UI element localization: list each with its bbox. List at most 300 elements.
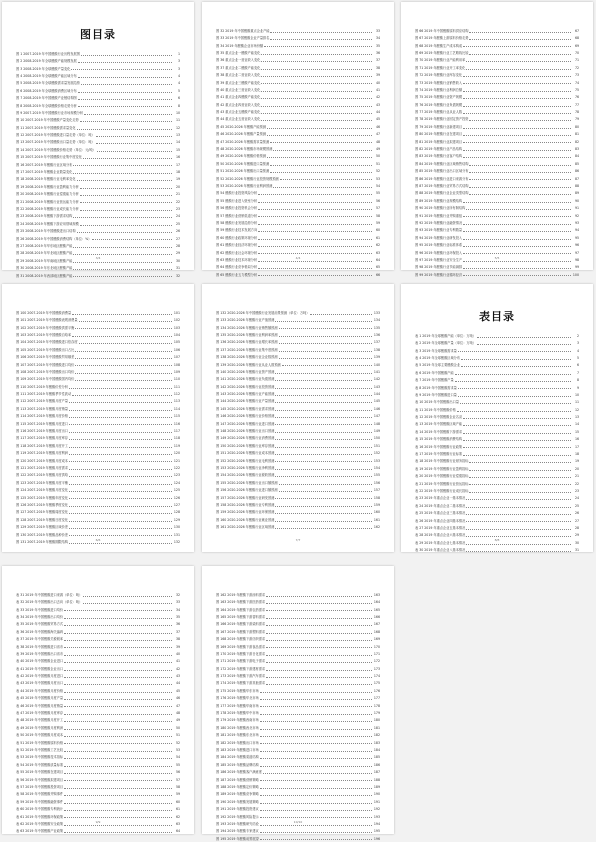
toc-entry[interactable] [216, 827, 380, 834]
toc-entry[interactable] [216, 597, 380, 604]
document-page[interactable] [202, 284, 394, 552]
toc-entry[interactable] [216, 33, 380, 40]
toc-entry[interactable] [216, 760, 380, 767]
toc-entry[interactable] [16, 167, 180, 174]
toc-entry[interactable] [16, 315, 180, 322]
toc-entry[interactable] [216, 634, 380, 641]
toc-entry[interactable] [16, 463, 180, 470]
toc-entry[interactable] [16, 145, 180, 152]
toc-entry[interactable] [415, 494, 579, 501]
toc-entry[interactable] [16, 485, 180, 492]
toc-entry[interactable] [216, 152, 380, 159]
toc-entry[interactable] [216, 745, 380, 752]
toc-entry[interactable] [415, 166, 579, 173]
toc-entry[interactable] [16, 434, 180, 441]
toc-entry[interactable] [415, 501, 579, 508]
toc-entry[interactable] [415, 331, 579, 338]
toc-entry[interactable] [216, 708, 380, 715]
toc-entry[interactable] [415, 107, 579, 114]
toc-entry[interactable] [16, 175, 180, 182]
toc-entry[interactable] [16, 515, 180, 522]
toc-entry[interactable] [216, 375, 380, 382]
toc-entry[interactable] [16, 345, 180, 352]
toc-entry-label: 表 36 2019 年中国醛酸海关编码 [16, 629, 64, 634]
toc-entry[interactable] [415, 405, 579, 412]
toc-entry[interactable] [216, 782, 380, 789]
toc-entry[interactable] [216, 323, 380, 330]
toc-entry[interactable] [415, 48, 579, 55]
toc-entry[interactable] [415, 115, 579, 122]
toc-entry[interactable] [415, 233, 579, 240]
dot-leader [73, 173, 172, 174]
toc-entry[interactable] [415, 33, 579, 40]
toc-entry[interactable] [415, 545, 579, 552]
toc-entry[interactable] [216, 218, 380, 225]
toc-entry[interactable] [16, 478, 180, 485]
toc-entry[interactable] [216, 137, 380, 144]
toc-entry[interactable] [415, 449, 579, 456]
toc-entry[interactable] [216, 679, 380, 686]
toc-entry[interactable] [415, 263, 579, 270]
toc-entry[interactable] [216, 701, 380, 708]
toc-entry[interactable] [415, 361, 579, 368]
toc-entry[interactable] [216, 612, 380, 619]
toc-entry[interactable] [16, 693, 180, 700]
toc-entry[interactable] [16, 49, 180, 56]
toc-entry[interactable] [216, 397, 380, 404]
dot-leader [73, 262, 172, 263]
toc-entry[interactable] [216, 463, 380, 470]
toc-entry[interactable] [16, 189, 180, 196]
toc-entry[interactable] [216, 834, 380, 841]
toc-entry[interactable] [415, 375, 579, 382]
toc-entry[interactable] [16, 797, 180, 804]
toc-entry-label: 表 5 2019 年全球主要醛酸企业 [415, 363, 461, 368]
toc-entry[interactable] [16, 530, 180, 537]
toc-entry[interactable] [216, 448, 380, 455]
toc-entry[interactable] [415, 226, 579, 233]
toc-entry[interactable] [216, 203, 380, 210]
toc-entry[interactable] [216, 338, 380, 345]
toc-entry[interactable] [216, 419, 380, 426]
toc-entry[interactable] [415, 129, 579, 136]
toc-entry[interactable] [16, 753, 180, 760]
toc-entry[interactable] [415, 346, 579, 353]
toc-entry[interactable] [216, 716, 380, 723]
toc-entry[interactable] [415, 383, 579, 390]
toc-list [216, 590, 380, 841]
toc-entry[interactable] [16, 612, 180, 619]
toc-entry-page-number: 74 [574, 80, 579, 85]
toc-entry[interactable] [415, 531, 579, 538]
toc-entry[interactable] [16, 234, 180, 241]
toc-entry[interactable] [216, 508, 380, 515]
toc-entry[interactable] [415, 427, 579, 434]
toc-entry[interactable] [16, 620, 180, 627]
toc-entry[interactable] [415, 85, 579, 92]
toc-entry[interactable] [216, 308, 380, 315]
toc-entry[interactable] [16, 634, 180, 641]
toc-entry[interactable] [415, 471, 579, 478]
toc-entry[interactable] [16, 664, 180, 671]
dot-leader [261, 120, 372, 121]
toc-entry[interactable] [415, 240, 579, 247]
toc-entry-label: 图 47 2020-2026 年醛酸需求量预测 [216, 139, 270, 144]
toc-entry[interactable] [16, 782, 180, 789]
toc-entry[interactable] [16, 411, 180, 418]
toc-entry[interactable] [16, 500, 180, 507]
toc-entry[interactable] [415, 144, 579, 151]
toc-entry[interactable] [415, 70, 579, 77]
toc-entry[interactable] [16, 426, 180, 433]
toc-entry[interactable] [16, 671, 180, 678]
toc-entry[interactable] [16, 71, 180, 78]
toc-entry[interactable] [216, 642, 380, 649]
toc-entry[interactable] [415, 442, 579, 449]
toc-entry[interactable] [16, 827, 180, 834]
dot-leader [261, 61, 372, 62]
toc-entry[interactable] [16, 775, 180, 782]
toc-entry-label: 表 22 2019 年中国醛酸行业成长指标 [415, 489, 469, 493]
toc-entry-label: 图 141 2020-2026 年醛酸行业负债预测 [216, 377, 275, 382]
toc-entry[interactable] [216, 515, 380, 522]
toc-entry[interactable] [16, 219, 180, 226]
toc-entry[interactable] [216, 345, 380, 352]
toc-entry[interactable] [16, 605, 180, 612]
toc-entry-page-number: 39 [375, 73, 380, 78]
toc-entry[interactable] [216, 56, 380, 63]
toc-entry[interactable] [16, 308, 180, 315]
toc-entry[interactable] [16, 708, 180, 715]
toc-entry[interactable] [16, 123, 180, 130]
toc-entry[interactable] [216, 500, 380, 507]
toc-entry[interactable] [16, 263, 180, 270]
toc-entry[interactable] [16, 627, 180, 634]
toc-entry[interactable] [216, 382, 380, 389]
toc-entry[interactable] [16, 138, 180, 145]
toc-entry[interactable] [16, 448, 180, 455]
toc-entry[interactable] [16, 723, 180, 730]
toc-entry[interactable] [16, 271, 180, 278]
toc-entry[interactable] [216, 404, 380, 411]
toc-entry[interactable] [16, 397, 180, 404]
toc-entry[interactable] [216, 352, 380, 359]
toc-entry[interactable] [415, 56, 579, 63]
toc-entry[interactable] [216, 100, 380, 107]
toc-entry[interactable] [415, 412, 579, 419]
toc-entry[interactable] [16, 93, 180, 100]
toc-entry[interactable] [216, 360, 380, 367]
dot-leader [96, 143, 172, 144]
toc-entry[interactable] [216, 48, 380, 55]
toc-entry[interactable] [16, 56, 180, 63]
toc-entry[interactable] [16, 760, 180, 767]
toc-entry[interactable] [16, 382, 180, 389]
toc-entry[interactable] [16, 367, 180, 374]
toc-entry[interactable] [216, 649, 380, 656]
toc-entry[interactable] [415, 122, 579, 129]
toc-entry[interactable] [16, 716, 180, 723]
toc-entry[interactable] [216, 122, 380, 129]
toc-entry[interactable] [216, 174, 380, 181]
toc-entry[interactable] [216, 115, 380, 122]
toc-entry[interactable] [415, 189, 579, 196]
toc-entry[interactable] [415, 523, 579, 530]
toc-entry[interactable] [16, 152, 180, 159]
toc-entry[interactable] [415, 248, 579, 255]
toc-entry[interactable] [216, 471, 380, 478]
toc-entry[interactable] [16, 79, 180, 86]
toc-entry[interactable] [216, 226, 380, 233]
toc-entry[interactable] [415, 159, 579, 166]
toc-entry[interactable] [16, 679, 180, 686]
toc-entry[interactable] [216, 78, 380, 85]
toc-entry[interactable] [415, 508, 579, 515]
toc-entry[interactable] [216, 144, 380, 151]
toc-entry-page-number: 56 [375, 198, 380, 203]
toc-entry[interactable] [216, 686, 380, 693]
toc-entry[interactable] [415, 203, 579, 210]
toc-entry[interactable] [16, 456, 180, 463]
toc-entry[interactable] [216, 107, 380, 114]
toc-entry[interactable] [16, 404, 180, 411]
dot-leader [64, 610, 172, 611]
toc-entry[interactable] [16, 686, 180, 693]
toc-entry[interactable] [16, 338, 180, 345]
toc-entry[interactable] [16, 767, 180, 774]
toc-entry-label: 图 56 醛酸行业投资机会分析 [216, 206, 258, 211]
toc-entry[interactable] [216, 166, 380, 173]
toc-entry[interactable] [16, 701, 180, 708]
toc-entry[interactable] [415, 63, 579, 70]
toc-entry[interactable] [16, 116, 180, 123]
toc-entry[interactable] [16, 597, 180, 604]
toc-entry[interactable] [16, 508, 180, 515]
toc-entry[interactable] [16, 64, 180, 71]
toc-entry[interactable] [216, 248, 380, 255]
toc-entry[interactable] [16, 323, 180, 330]
toc-entry[interactable] [216, 522, 380, 529]
toc-entry[interactable] [216, 590, 380, 597]
toc-entry[interactable] [415, 420, 579, 427]
toc-entry[interactable] [415, 368, 579, 375]
dot-leader [266, 684, 372, 685]
toc-entry[interactable] [216, 620, 380, 627]
dot-leader [77, 129, 172, 130]
toc-entry[interactable] [415, 338, 579, 345]
toc-entry[interactable] [16, 86, 180, 93]
toc-entry[interactable] [216, 434, 380, 441]
toc-entry[interactable] [415, 78, 579, 85]
toc-entry[interactable] [16, 590, 180, 597]
toc-entry[interactable] [216, 240, 380, 247]
toc-entry[interactable] [216, 797, 380, 804]
document-page[interactable] [202, 566, 394, 841]
toc-entry[interactable] [16, 197, 180, 204]
toc-entry[interactable] [216, 426, 380, 433]
toc-entry[interactable] [415, 152, 579, 159]
document-page[interactable] [401, 284, 593, 552]
toc-entry[interactable] [216, 664, 380, 671]
toc-entry[interactable] [415, 434, 579, 441]
document-page[interactable] [2, 566, 194, 834]
toc-entry[interactable] [16, 642, 180, 649]
toc-entry[interactable] [216, 493, 380, 500]
toc-entry-label: 表 40 2019 年中国醛酸企业进口 [16, 659, 64, 664]
toc-entry-page-number: 168 [373, 629, 380, 634]
toc-entry[interactable] [216, 233, 380, 240]
toc-entry[interactable] [16, 471, 180, 478]
toc-entry[interactable] [216, 263, 380, 270]
toc-entry-page-number: 27 [574, 518, 579, 523]
toc-entry[interactable] [415, 457, 579, 464]
toc-entry[interactable] [216, 85, 380, 92]
toc-entry[interactable] [216, 485, 380, 492]
toc-entry[interactable] [16, 738, 180, 745]
toc-entry[interactable] [216, 441, 380, 448]
toc-entry[interactable] [216, 196, 380, 203]
toc-entry[interactable] [16, 493, 180, 500]
toc-entry-label: 图 38 重点企业二营业收入变化 [216, 73, 261, 78]
dot-leader [64, 677, 172, 678]
toc-entry[interactable] [216, 129, 380, 136]
toc-entry[interactable] [16, 160, 180, 167]
toc-entry[interactable] [216, 478, 380, 485]
toc-entry[interactable] [216, 812, 380, 819]
toc-entry[interactable] [16, 182, 180, 189]
toc-entry[interactable] [16, 212, 180, 219]
toc-entry[interactable] [415, 398, 579, 405]
toc-entry[interactable] [216, 389, 380, 396]
toc-entry-page-number: 55 [175, 762, 180, 767]
toc-entry[interactable] [16, 226, 180, 233]
toc-entry[interactable] [216, 753, 380, 760]
dot-leader [275, 388, 372, 389]
toc-entry[interactable] [415, 464, 579, 471]
toc-entry[interactable] [16, 204, 180, 211]
toc-entry[interactable] [16, 360, 180, 367]
toc-entry[interactable] [216, 159, 380, 166]
toc-entry[interactable] [216, 671, 380, 678]
dot-leader [260, 743, 372, 744]
dot-leader [64, 662, 172, 663]
toc-entry[interactable] [216, 730, 380, 737]
toc-entry[interactable] [415, 353, 579, 360]
toc-entry-label: 图 16 2007-2019 年醛酸行业区域分布 [16, 162, 73, 167]
toc-entry[interactable] [216, 70, 380, 77]
toc-entry-page-number: 34 [175, 607, 180, 612]
document-page[interactable] [2, 284, 194, 552]
toc-entry-label: 图 69 2019 年醛酸行业工艺路线比较 [415, 50, 469, 55]
toc-entry[interactable] [16, 419, 180, 426]
toc-entry-page-number: 1 [177, 51, 180, 56]
toc-entry[interactable] [16, 330, 180, 337]
toc-entry[interactable] [16, 249, 180, 256]
toc-entry[interactable] [216, 330, 380, 337]
toc-entry[interactable] [216, 657, 380, 664]
toc-entry[interactable] [16, 745, 180, 752]
toc-entry[interactable] [16, 522, 180, 529]
toc-entry[interactable] [216, 456, 380, 463]
toc-entry[interactable] [216, 411, 380, 418]
toc-entry-label: 表 12 2019 年中国醛酸企业名录 [415, 415, 463, 420]
toc-entry[interactable] [415, 270, 579, 277]
toc-entry[interactable] [415, 486, 579, 493]
toc-entry[interactable] [216, 211, 380, 218]
toc-entry[interactable] [216, 189, 380, 196]
toc-entry-page-number: 112 [173, 392, 180, 397]
document-page[interactable] [401, 2, 593, 277]
toc-entry[interactable] [216, 723, 380, 730]
toc-entry[interactable] [216, 93, 380, 100]
toc-entry[interactable] [216, 775, 380, 782]
toc-entry[interactable] [16, 441, 180, 448]
toc-entry[interactable] [415, 516, 579, 523]
dot-leader [75, 365, 172, 366]
toc-entry[interactable] [216, 41, 380, 48]
toc-entry[interactable] [216, 767, 380, 774]
toc-entry[interactable] [16, 375, 180, 382]
toc-entry[interactable] [16, 108, 180, 115]
toc-entry[interactable] [16, 812, 180, 819]
toc-entry[interactable] [216, 26, 380, 33]
toc-entry[interactable] [415, 41, 579, 48]
toc-entry[interactable] [415, 218, 579, 225]
toc-entry[interactable] [16, 790, 180, 797]
toc-entry-label: 图 40 重点企业三营业收入变化 [216, 87, 261, 92]
toc-entry[interactable] [216, 627, 380, 634]
toc-entry[interactable] [216, 693, 380, 700]
toc-entry[interactable] [415, 174, 579, 181]
toc-entry[interactable] [16, 352, 180, 359]
toc-entry[interactable] [216, 804, 380, 811]
toc-entry[interactable] [16, 130, 180, 137]
toc-entry[interactable] [415, 93, 579, 100]
toc-entry[interactable] [216, 270, 380, 277]
toc-entry[interactable] [16, 657, 180, 664]
toc-entry[interactable] [415, 479, 579, 486]
document-page[interactable] [2, 2, 194, 278]
toc-entry[interactable] [16, 389, 180, 396]
toc-entry[interactable] [216, 738, 380, 745]
toc-entry-label: 图 179 2019 年醛酸西南市场 [216, 718, 259, 723]
toc-entry[interactable] [216, 605, 380, 612]
toc-entry[interactable] [16, 730, 180, 737]
toc-entry[interactable] [415, 196, 579, 203]
toc-entry[interactable] [216, 315, 380, 322]
toc-entry[interactable] [415, 137, 579, 144]
toc-entry[interactable] [216, 367, 380, 374]
document-page[interactable] [202, 2, 394, 277]
toc-entry[interactable] [216, 181, 380, 188]
dot-leader [64, 699, 172, 700]
toc-entry[interactable] [415, 390, 579, 397]
toc-entry[interactable] [216, 790, 380, 797]
toc-entry[interactable] [415, 26, 579, 33]
toc-entry-label: 图 13 2007-2019 年中国醛酸出口量走势（单位：吨） [16, 140, 95, 145]
toc-entry-label: 图 58 醛酸行业发展趋势分析 [216, 220, 258, 225]
toc-entry-page-number: 18 [574, 452, 579, 457]
dot-leader [83, 158, 172, 159]
toc-entry[interactable] [415, 211, 579, 218]
toc-entry[interactable] [16, 804, 180, 811]
toc-entry[interactable] [216, 63, 380, 70]
toc-entry[interactable] [415, 100, 579, 107]
toc-entry[interactable] [16, 241, 180, 248]
toc-entry[interactable] [16, 649, 180, 656]
toc-entry[interactable] [16, 101, 180, 108]
toc-entry[interactable] [415, 181, 579, 188]
